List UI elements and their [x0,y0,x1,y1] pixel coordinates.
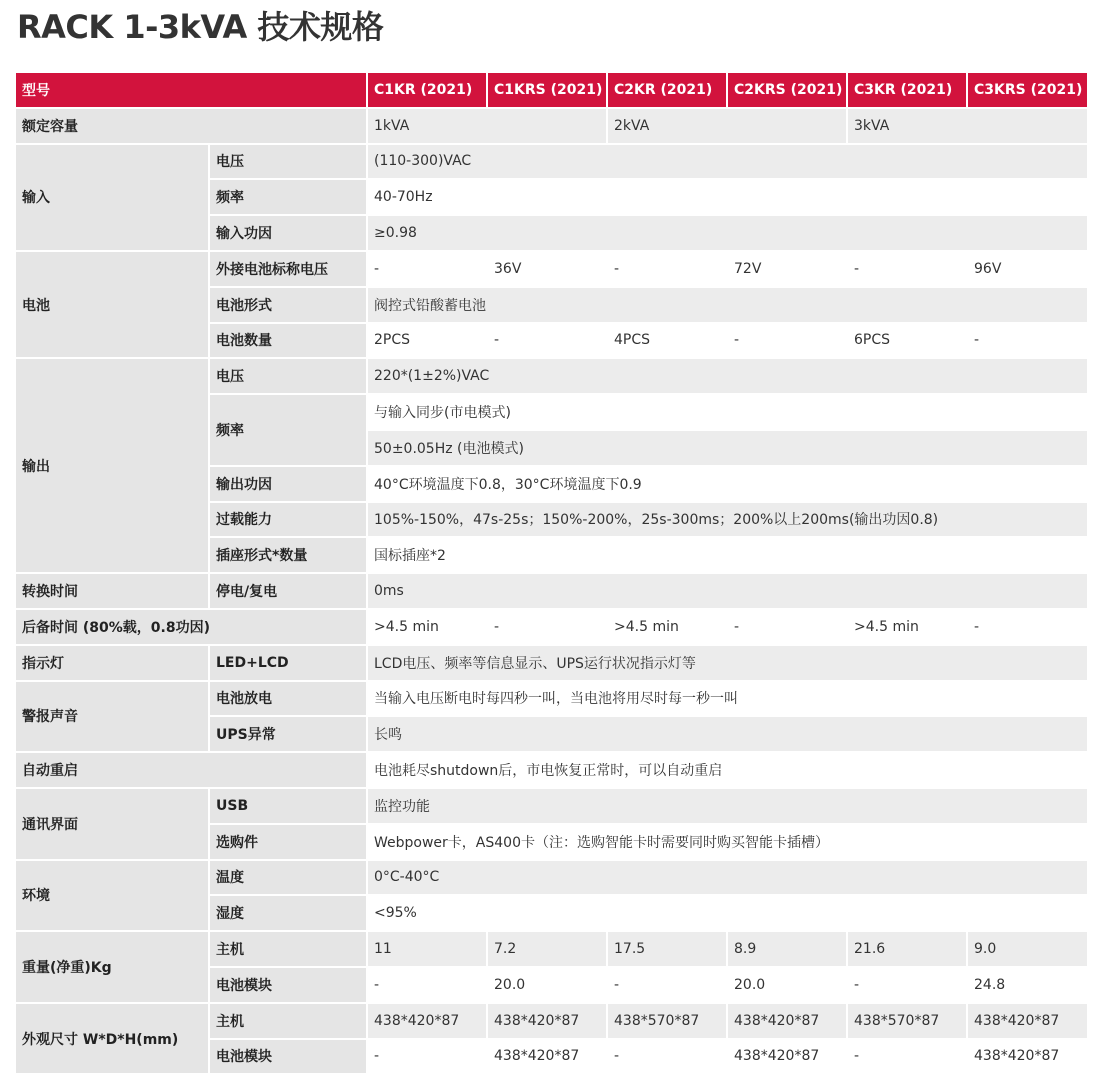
group-label: 输入 [16,145,208,250]
row-label: USB [210,789,366,823]
row-label: 选购件 [210,825,366,859]
spec-value: - [488,610,606,644]
group-label: 环境 [16,861,208,931]
group-label: 指示灯 [16,646,208,680]
spec-value: - [368,1040,486,1074]
spec-value: - [848,1040,966,1074]
model-header-label: 型号 [16,73,366,107]
row-label: 主机 [210,932,366,966]
spec-value: 20.0 [728,968,846,1002]
page-title: RACK 1-3kVA 技术规格 [17,8,384,46]
spec-value: 11 [368,932,486,966]
spec-value: 24.8 [968,968,1087,1002]
spec-value: 438*420*87 [728,1040,846,1074]
group-label: 电池 [16,252,208,357]
spec-value: 438*420*87 [488,1040,606,1074]
spec-value: 17.5 [608,932,726,966]
spec-value: (110-300)VAC [368,145,1087,179]
row-label: 主机 [210,1004,366,1038]
spec-value: - [968,610,1087,644]
spec-value: 220*(1±2%)VAC [368,359,1087,393]
row-label: 电压 [210,145,366,179]
spec-value: 长鸣 [368,717,1087,751]
spec-value: 72V [728,252,846,286]
model-header-cell: C1KRS (2021) [488,73,606,107]
spec-value: 0°C-40°C [368,861,1087,895]
group-label: 输出 [16,359,208,572]
spec-value: ≥0.98 [368,216,1087,250]
spec-value: 40°C环境温度下0.8，30°C环境温度下0.9 [368,467,1087,501]
spec-value: 2PCS [368,324,486,358]
spec-value: 50±0.05Hz (电池模式) [368,431,1087,465]
spec-value: 438*420*87 [728,1004,846,1038]
spec-value: 2kVA [608,109,846,143]
spec-value: 与输入同步(市电模式) [368,395,1087,429]
spec-value: 96V [968,252,1087,286]
group-label: 转换时间 [16,574,208,608]
spec-value: >4.5 min [368,610,486,644]
row-label: 输入功因 [210,216,366,250]
spec-value: - [488,324,606,358]
spec-value: 438*420*87 [368,1004,486,1038]
row-label: 湿度 [210,896,366,930]
row-label: 停电/复电 [210,574,366,608]
row-label: 电压 [210,359,366,393]
spec-value: 阀控式铅酸蓄电池 [368,288,1087,322]
spec-value: 438*570*87 [848,1004,966,1038]
spec-value: 438*420*87 [968,1004,1087,1038]
spec-value: 21.6 [848,932,966,966]
group-label: 额定容量 [16,109,366,143]
model-header-cell: C2KR (2021) [608,73,726,107]
spec-value: - [848,968,966,1002]
spec-value: - [728,610,846,644]
spec-value: - [608,252,726,286]
spec-value: 7.2 [488,932,606,966]
spec-value: - [368,968,486,1002]
spec-value: - [968,324,1087,358]
row-label: 电池形式 [210,288,366,322]
spec-value: 当输入电压断电时每四秒一叫，当电池将用尽时每一秒一叫 [368,682,1087,716]
spec-value: 电池耗尽shutdown后，市电恢复正常时，可以自动重启 [368,753,1087,787]
row-label: 频率 [210,180,366,214]
spec-value: - [728,324,846,358]
group-label: 外观尺寸 W*D*H(mm) [16,1004,208,1074]
spec-value: 6PCS [848,324,966,358]
model-header-cell: C2KRS (2021) [728,73,846,107]
spec-value: 20.0 [488,968,606,1002]
spec-value: - [608,968,726,1002]
spec-value: 0ms [368,574,1087,608]
row-label: 插座形式*数量 [210,538,366,572]
row-label: LED+LCD [210,646,366,680]
spec-value: 1kVA [368,109,606,143]
spec-value: 3kVA [848,109,1087,143]
spec-value: >4.5 min [848,610,966,644]
group-label: 通讯界面 [16,789,208,859]
model-header-cell: C3KR (2021) [848,73,966,107]
group-label: 重量(净重)Kg [16,932,208,1002]
model-header-cell: C3KRS (2021) [968,73,1087,107]
spec-value: 4PCS [608,324,726,358]
spec-value: 9.0 [968,932,1087,966]
spec-value: - [608,1040,726,1074]
row-label: 输出功因 [210,467,366,501]
spec-value: >4.5 min [608,610,726,644]
row-label: 外接电池标称电压 [210,252,366,286]
group-label: 警报声音 [16,682,208,752]
row-label: 电池模块 [210,1040,366,1074]
row-label: 过载能力 [210,503,366,537]
spec-value: <95% [368,896,1087,930]
model-header-cell: C1KR (2021) [368,73,486,107]
row-label: 电池模块 [210,968,366,1002]
spec-value: 国标插座*2 [368,538,1087,572]
group-label: 自动重启 [16,753,366,787]
spec-value: Webpower卡，AS400卡（注：选购智能卡时需要同时购买智能卡插槽） [368,825,1087,859]
row-label: 频率 [210,395,366,465]
spec-value: - [368,252,486,286]
spec-value: 105%-150%，47s-25s；150%-200%，25s-300ms；200%以上200ms(输出功因0.8) [368,503,1087,537]
spec-value: - [848,252,966,286]
spec-value: 40-70Hz [368,180,1087,214]
row-label: 电池放电 [210,682,366,716]
spec-value: 438*570*87 [608,1004,726,1038]
group-label: 后备时间 (80%载，0.8功因) [16,610,366,644]
spec-value: 监控功能 [368,789,1087,823]
spec-value: 36V [488,252,606,286]
spec-value: LCD电压、频率等信息显示、UPS运行状况指示灯等 [368,646,1087,680]
spec-value: 438*420*87 [968,1040,1087,1074]
row-label: UPS异常 [210,717,366,751]
spec-value: 438*420*87 [488,1004,606,1038]
row-label: 电池数量 [210,324,366,358]
spec-value: 8.9 [728,932,846,966]
row-label: 温度 [210,861,366,895]
